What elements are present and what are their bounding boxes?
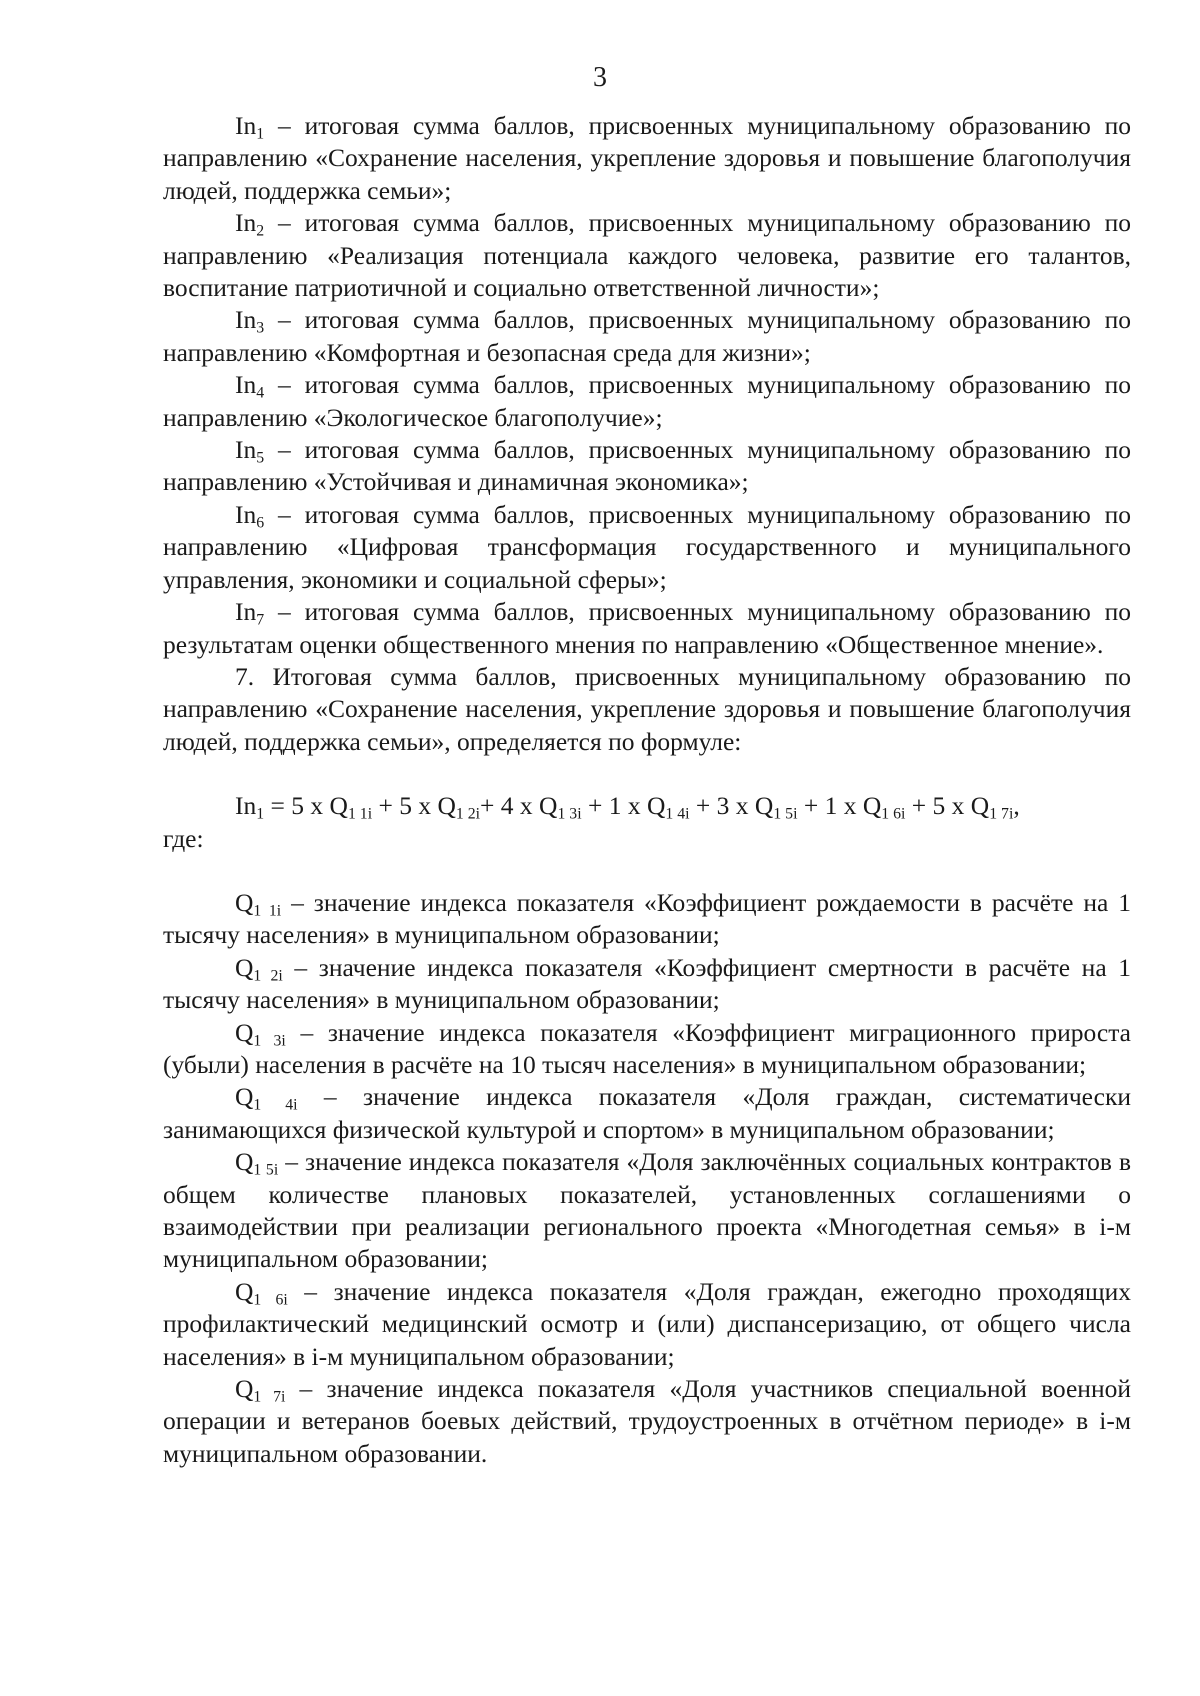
definition-q-item [163, 1276, 1131, 1373]
definition-q-item [163, 887, 1131, 952]
definition-text: – итоговая сумма баллов, присвоенных муниципальному образованию по результатам оценки общественного мнения по направлению «Общественное мнение». [163, 597, 1131, 659]
definition-text: – итоговая сумма баллов, присвоенных муниципальному образованию по направлению «Комфортная и безопасная среда для жизни»; [163, 305, 1131, 367]
symbol-subscript: 6 [256, 514, 265, 532]
symbol: Q [235, 1276, 254, 1306]
symbol: Q [235, 1082, 254, 1112]
symbol-subscript: 1 4i [253, 1096, 298, 1114]
symbol-subscript: 1 5i [253, 1161, 279, 1179]
symbol-subscript: 1 6i [253, 1291, 288, 1309]
formula-lhs-sub: 1 [256, 805, 265, 823]
symbol: Q [235, 1017, 254, 1047]
definition-q-item [163, 1373, 1131, 1470]
definition-text: – итоговая сумма баллов, присвоенных муниципальному образованию по направлению «Экологическое благополучие»; [163, 370, 1131, 432]
definition-in-item [163, 499, 1131, 596]
definition-text: – значение индекса показателя «Доля заключённых социальных контрактов в общем количестве плановых показателей, установленных соглашениями о взаимодействии при реализации регионального проекта «Многодетная семья» в i-м муниципальном образовании; [163, 1147, 1131, 1274]
definition-q-item [163, 952, 1131, 1017]
definition-in-item [163, 304, 1131, 369]
definition-in-item [163, 434, 1131, 499]
formula-term-subscript: 1 5i [773, 805, 798, 823]
symbol-subscript: 1 7i [253, 1388, 286, 1406]
page-number: 3 [593, 62, 607, 93]
formula-term-subscript: 1 4i [665, 805, 690, 823]
formula-term-subscript: 1 6i [881, 805, 906, 823]
formula-term-subscript: 1 7i [989, 805, 1014, 823]
symbol: Q [235, 952, 254, 982]
definition-in-item [163, 596, 1131, 661]
spacer [163, 758, 1131, 790]
symbol: Q [235, 1374, 254, 1404]
document-body [163, 110, 1131, 1470]
definition-text: – значение индекса показателя «Коэффициент смертности в расчёте на 1 тысячу населения» в муниципальном образовании; [163, 952, 1132, 1015]
formula-term: + 1 x Q [581, 791, 666, 821]
formula-term-subscript: 1 3i [557, 805, 582, 823]
symbol-subscript: 7 [256, 611, 265, 629]
symbol: In [235, 111, 257, 140]
symbol-subscript: 1 1i [253, 902, 282, 920]
definition-text: – итоговая сумма баллов, присвоенных муниципальному образованию по направлению «Цифровая трансформация государственного и муниципального управления, экономики и социальной сферы»; [163, 499, 1131, 594]
formula-terms [264, 791, 1014, 823]
definition-q-item [163, 1081, 1131, 1146]
definition-text: – итоговая сумма баллов, присвоенных муниципальному образованию по направлению «Устойчивая и динамичная экономика»; [163, 435, 1131, 497]
definition-q-item [163, 1146, 1131, 1276]
formula-term-subscript: 1 1i [347, 805, 373, 823]
definition-in-item [163, 110, 1131, 207]
definition-text: – значение индекса показателя «Коэффициент миграционного прироста (убыли) населения в расчёте на 10 тысяч населения» в муниципальном образовании; [163, 1017, 1131, 1079]
formula [163, 790, 1131, 822]
definition-text: – значение индекса показателя «Коэффициент рождаемости в расчёте на 1 тысячу населения» в муниципальном образовании; [163, 887, 1132, 950]
symbol-subscript: 1 [256, 125, 265, 143]
definition-text: – значение индекса показателя «Доля граждан, ежегодно проходящих профилактический медицинский осмотр и (или) диспансеризацию, от общего числа населения» в i-м муниципальном образовании; [163, 1276, 1132, 1371]
symbol: In [235, 208, 257, 238]
definition-in-item [163, 369, 1131, 434]
symbol: In [235, 499, 257, 529]
formula-term-subscript: 1 2i [455, 805, 481, 823]
symbol: Q [235, 1147, 254, 1177]
definition-text: – значение индекса показателя «Доля участников специальной военной операции и ветеранов боевых действий, трудоустроенных в отчётном периоде» в i-м муниципальном образовании. [163, 1374, 1131, 1468]
formula-term: + 5 x Q [905, 791, 990, 821]
symbol-subscript: 4 [256, 384, 265, 402]
symbol-subscript: 1 3i [253, 1031, 286, 1049]
spacer [163, 855, 1131, 887]
formula-lhs: In [235, 791, 257, 821]
symbol-subscript: 2 [256, 222, 265, 240]
definitions-in-list [163, 110, 1131, 661]
definition-text: – итоговая сумма баллов, присвоенных муниципальному образованию по направлению «Сохранение населения, укрепление здоровья и повышение благополучия людей, поддержка семьи»; [163, 111, 1131, 205]
symbol: Q [235, 887, 254, 917]
formula-where: где: [163, 823, 204, 853]
definition-text: – итоговая сумма баллов, присвоенных муниципальному образованию по направлению «Реализация потенциала каждого человека, развитие его талантов, воспитание патриотичной и социально ответственной личности»; [163, 208, 1131, 303]
symbol-subscript: 1 2i [253, 967, 283, 985]
definition-text: – значение индекса показателя «Доля граждан, систематически занимающихся физической культурой и спортом» в муниципальном образовании; [163, 1082, 1131, 1144]
formula-term: = 5 x Q [264, 791, 348, 821]
formula-term: + 4 x Q [480, 791, 558, 821]
symbol: In [235, 305, 257, 335]
definition-in-item [163, 207, 1131, 304]
paragraph-7: 7. Итоговая сумма баллов, присвоенных муниципальному образованию по направлению «Сохранение населения, укрепление здоровья и повышение благополучия людей, поддержка семьи», определяется по формуле: [163, 661, 1131, 756]
formula-term: + 1 x Q [797, 791, 882, 821]
symbol-subscript: 3 [256, 319, 265, 337]
symbol: In [235, 597, 257, 627]
definitions-q-list [163, 887, 1131, 1470]
formula-term: + 3 x Q [689, 791, 774, 821]
symbol-subscript: 5 [256, 449, 265, 467]
formula-suffix: , [1013, 791, 1020, 821]
symbol: In [235, 370, 257, 400]
definition-q-item [163, 1017, 1131, 1082]
formula-term: + 5 x Q [372, 791, 456, 821]
symbol: In [235, 435, 257, 465]
